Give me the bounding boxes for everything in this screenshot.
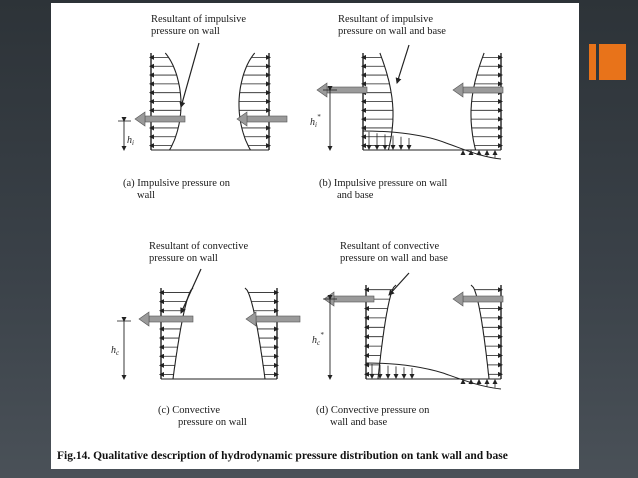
c-resultant-label: Resultant of convective pressure on wall — [149, 241, 249, 264]
d-resultant-label: Resultant of convective pressure on wall and base — [340, 241, 448, 264]
resultant-arrow — [237, 112, 287, 126]
resultant-pointer — [181, 43, 199, 107]
diagram-canvas — [51, 3, 579, 469]
right-wall-pressure — [471, 53, 502, 150]
resultant-arrow — [135, 112, 185, 126]
resultant-arrow — [246, 312, 300, 326]
d-caption: (d) Convective pressure on wall and base — [316, 405, 430, 428]
b-resultant-label: Resultant of impulsive pressure on wall and base — [338, 14, 446, 37]
svg-text:hc: $h_c$ — [111, 345, 120, 357]
accent-bar — [589, 44, 626, 80]
svg-text:hc*: $h_c^*$ — [312, 331, 324, 347]
resultant-pointer — [389, 273, 409, 295]
left-wall-pressure — [150, 53, 181, 150]
resultant-arrow — [139, 312, 193, 326]
figure-caption: Fig.14. Qualitative description of hydrodynamic pressure distribution on tank wall and base — [57, 450, 508, 462]
resultant-pointer — [397, 45, 409, 83]
accent-bar-thin — [589, 44, 596, 80]
left-wall-pressure — [160, 288, 193, 379]
resultant-arrow — [453, 83, 503, 97]
height-dimension — [312, 299, 337, 379]
a-resultant-label: Resultant of impulsive pressure on wall — [151, 14, 247, 37]
left-wall-pressure — [362, 53, 393, 150]
panel-b-diagram — [310, 45, 503, 159]
resultant-pointer — [181, 269, 201, 313]
panel-a-diagram — [118, 43, 287, 150]
c-caption: (c) Convective pressure on wall — [158, 405, 247, 428]
accent-bar-thick — [599, 44, 626, 80]
right-wall-pressure — [239, 53, 270, 150]
svg-text:hi*: $h_i^*$ — [310, 113, 321, 129]
a-caption: (a) Impulsive pressure on wall — [123, 178, 231, 201]
slide-content — [51, 3, 579, 469]
base-pressure — [366, 363, 501, 389]
b-caption: (b) Impulsive pressure on wall and base — [319, 178, 448, 201]
base-pressure — [363, 131, 501, 159]
panel-c-diagram — [111, 269, 300, 379]
height-dimension — [310, 90, 337, 150]
panel-d-diagram — [312, 273, 503, 389]
height-dimension — [111, 321, 131, 379]
height-dimension — [118, 121, 134, 150]
svg-text:hi: $h_i$ — [127, 135, 134, 147]
right-wall-pressure — [245, 288, 278, 379]
